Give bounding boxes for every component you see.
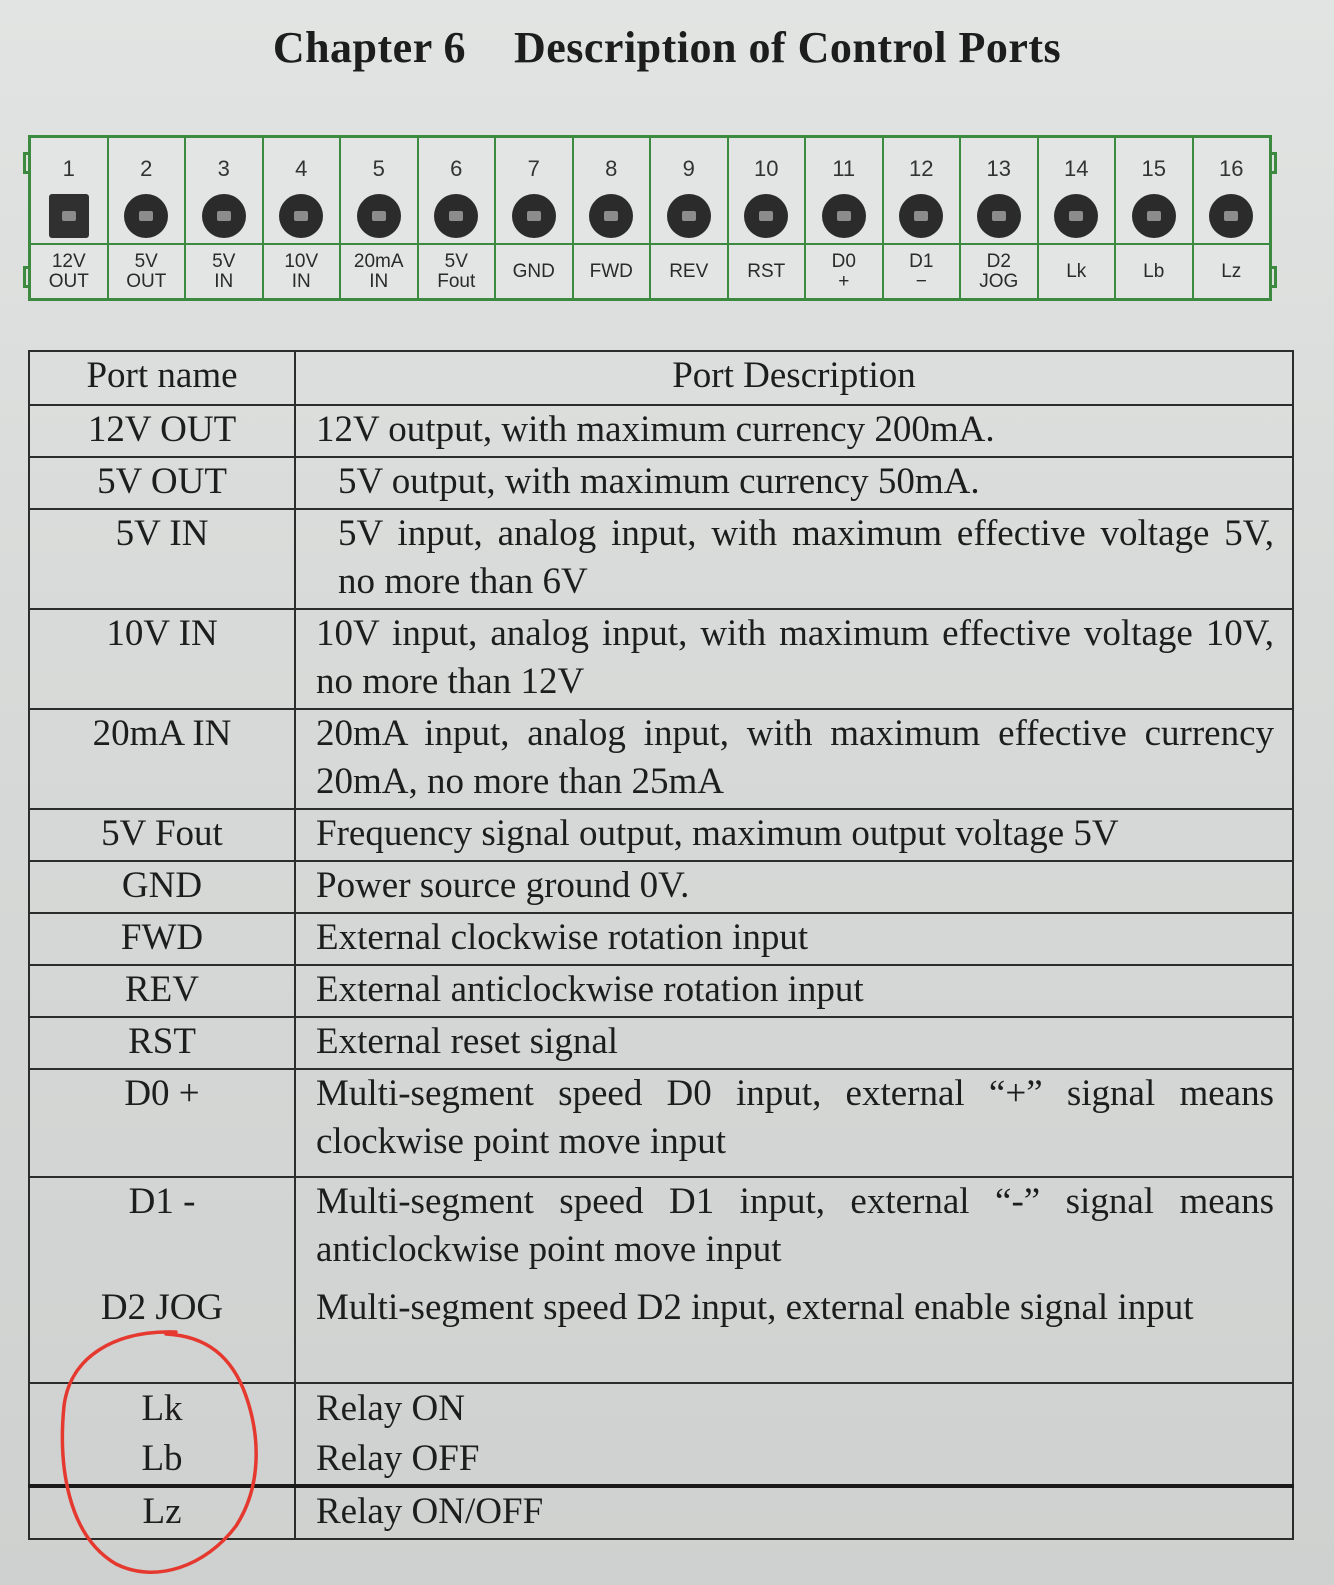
terminal-6 xyxy=(419,138,497,298)
port-description-table xyxy=(28,350,1294,1540)
port-name: D1 - xyxy=(128,1181,196,1222)
terminal-number: 4 xyxy=(295,156,308,181)
screw-icon xyxy=(49,194,89,238)
port-description: External clockwise rotation input xyxy=(295,913,1293,965)
port-description: Relay ON xyxy=(316,1388,465,1429)
terminal-label: 5V IN xyxy=(186,243,262,298)
table-row xyxy=(29,1383,1293,1486)
table-row xyxy=(29,1486,1293,1539)
terminal-label: FWD xyxy=(574,243,650,298)
port-description: Frequency signal output, maximum output voltage 5V xyxy=(295,809,1293,861)
port-description: Multi-segment speed D2 input, external enable signal input xyxy=(316,1287,1194,1328)
terminal-5 xyxy=(341,138,419,298)
port-description: 20mA input, analog input, with maximum effective currency 20mA, no more than 25mA xyxy=(295,709,1293,809)
terminal-number: 9 xyxy=(682,156,695,181)
terminal-4 xyxy=(264,138,342,298)
table-row xyxy=(29,1177,1293,1383)
port-name: D2 JOG xyxy=(100,1287,224,1328)
terminal-label: 12V OUT xyxy=(31,243,107,298)
terminal-number: 10 xyxy=(754,156,779,181)
column-header-port-description: Port Description xyxy=(295,351,1293,405)
terminal-label: GND xyxy=(496,243,572,298)
port-description: 5V input, analog input, with maximum effective voltage 5V, no more than 6V xyxy=(295,509,1293,609)
port-description: External reset signal xyxy=(295,1017,1293,1069)
terminal-number: 16 xyxy=(1219,156,1244,181)
terminal-1 xyxy=(31,138,109,298)
terminal-label: 5V Fout xyxy=(419,243,495,298)
table-row xyxy=(29,509,1293,609)
terminal-number: 2 xyxy=(140,156,153,181)
terminal-number: 11 xyxy=(832,156,856,181)
table-row xyxy=(29,709,1293,809)
terminal-9 xyxy=(651,138,729,298)
screw-icon xyxy=(899,194,943,238)
port-name-group xyxy=(29,1177,295,1383)
table-row xyxy=(29,609,1293,709)
chapter-heading: Description of Control Ports xyxy=(513,23,1062,72)
table-row xyxy=(29,965,1293,1017)
terminal-label: 10V IN xyxy=(264,243,340,298)
terminal-number: 13 xyxy=(986,156,1011,181)
port-name-group xyxy=(29,1383,295,1486)
terminal-block-diagram xyxy=(28,135,1272,301)
terminal-7 xyxy=(496,138,574,298)
terminal-16 xyxy=(1194,138,1270,298)
terminal-8 xyxy=(574,138,652,298)
terminal-label: D1 − xyxy=(884,243,960,298)
table-row xyxy=(29,405,1293,457)
port-description: Relay OFF xyxy=(316,1438,480,1479)
terminal-label: 20mA IN xyxy=(341,243,417,298)
table-row xyxy=(29,457,1293,509)
port-description: 5V output, with maximum currency 50mA. xyxy=(295,457,1293,509)
port-name: Lk xyxy=(141,1388,183,1429)
terminal-end-tab xyxy=(1269,152,1277,174)
port-name: D0 + xyxy=(29,1069,295,1177)
terminal-number: 8 xyxy=(605,156,618,181)
terminal-number: 6 xyxy=(450,156,463,181)
port-name: REV xyxy=(29,965,295,1017)
terminal-number: 1 xyxy=(62,156,75,181)
screw-icon xyxy=(744,194,788,238)
terminal-12 xyxy=(884,138,962,298)
port-name: Lz xyxy=(29,1486,295,1539)
table-row xyxy=(29,913,1293,965)
table-row xyxy=(29,809,1293,861)
port-name: FWD xyxy=(29,913,295,965)
screw-icon xyxy=(822,194,866,238)
terminal-label: Lz xyxy=(1194,243,1270,298)
page-title xyxy=(0,22,1334,73)
terminal-15 xyxy=(1116,138,1194,298)
screw-icon xyxy=(1132,194,1176,238)
port-name: 10V IN xyxy=(29,609,295,709)
terminal-end-tab xyxy=(23,152,31,174)
terminal-label: 5V OUT xyxy=(109,243,185,298)
port-description: Multi-segment speed D0 input, external “+” signal means clockwise point move input xyxy=(295,1069,1293,1177)
terminal-label: REV xyxy=(651,243,727,298)
terminal-number: 15 xyxy=(1141,156,1166,181)
terminal-end-tab xyxy=(23,266,31,288)
terminal-number: 14 xyxy=(1064,156,1089,181)
port-description: Power source ground 0V. xyxy=(295,861,1293,913)
terminal-3 xyxy=(186,138,264,298)
terminal-2 xyxy=(109,138,187,298)
port-name: GND xyxy=(29,861,295,913)
terminal-label: D0 + xyxy=(806,243,882,298)
screw-icon xyxy=(512,194,556,238)
terminal-label: Lk xyxy=(1039,243,1115,298)
screw-icon xyxy=(1054,194,1098,238)
port-name: 20mA IN xyxy=(29,709,295,809)
screw-icon xyxy=(1209,194,1253,238)
terminal-14 xyxy=(1039,138,1117,298)
port-name: 5V OUT xyxy=(29,457,295,509)
table-row xyxy=(29,1069,1293,1177)
terminal-11 xyxy=(806,138,884,298)
screw-icon xyxy=(434,194,478,238)
table-row xyxy=(29,1017,1293,1069)
terminal-number: 7 xyxy=(527,156,540,181)
screw-icon xyxy=(279,194,323,238)
port-description: 12V output, with maximum currency 200mA. xyxy=(295,405,1293,457)
port-description-group xyxy=(295,1177,1293,1383)
port-name: RST xyxy=(29,1017,295,1069)
terminal-label: D2 JOG xyxy=(961,243,1037,298)
port-name: 5V Fout xyxy=(29,809,295,861)
screw-icon xyxy=(667,194,711,238)
screw-icon xyxy=(124,194,168,238)
port-description: Multi-segment speed D1 input, external “-” signal means anticlockwise point move input xyxy=(316,1181,1274,1270)
table-header-row xyxy=(29,351,1293,405)
port-description: External anticlockwise rotation input xyxy=(295,965,1293,1017)
port-description: Relay ON/OFF xyxy=(295,1486,1293,1539)
terminal-10 xyxy=(729,138,807,298)
chapter-label: Chapter 6 xyxy=(272,23,466,72)
port-description: 10V input, analog input, with maximum effective voltage 10V, no more than 12V xyxy=(295,609,1293,709)
column-header-port-name: Port name xyxy=(29,351,295,405)
port-name: 12V OUT xyxy=(29,405,295,457)
terminal-end-tab xyxy=(1269,266,1277,288)
terminal-number: 12 xyxy=(909,156,934,181)
screw-icon xyxy=(202,194,246,238)
terminal-label: Lb xyxy=(1116,243,1192,298)
port-name: 5V IN xyxy=(29,509,295,609)
terminal-13 xyxy=(961,138,1039,298)
port-description-group xyxy=(295,1383,1293,1486)
screw-icon xyxy=(589,194,633,238)
port-name: Lb xyxy=(141,1438,183,1479)
table-row xyxy=(29,861,1293,913)
screw-icon xyxy=(357,194,401,238)
terminal-number: 3 xyxy=(217,156,230,181)
screw-icon xyxy=(977,194,1021,238)
terminal-number: 5 xyxy=(372,156,385,181)
terminal-label: RST xyxy=(729,243,805,298)
